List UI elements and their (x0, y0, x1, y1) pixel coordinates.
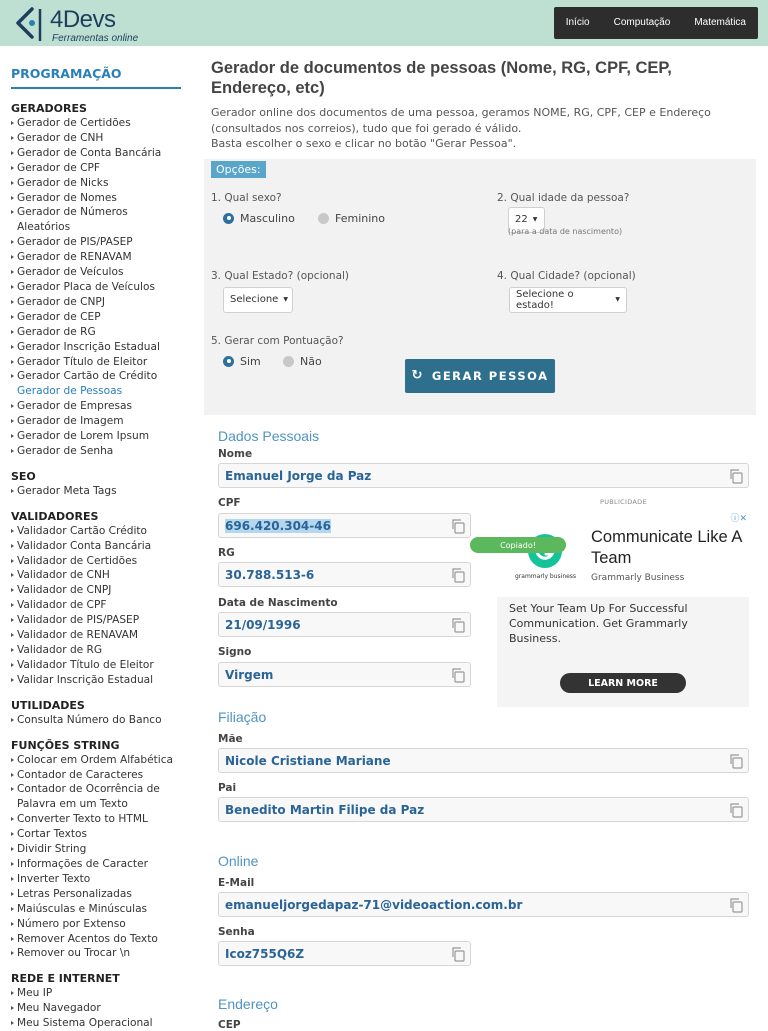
ad-label: PUBLICIDADE (600, 498, 647, 506)
radio-selected-icon (223, 213, 234, 224)
options-panel (204, 159, 756, 415)
question-state: 3. Qual Estado? (opcional) (211, 269, 350, 282)
value-cpf: 696.420.304-46 (225, 519, 331, 533)
sidebar-section-title: GERADORES (11, 102, 87, 115)
sidebar-item[interactable]: Cortar Textos (11, 827, 181, 842)
label-cpf: CPF (218, 497, 241, 509)
copy-icon[interactable] (450, 667, 466, 683)
header (0, 0, 768, 46)
ad-headline[interactable]: Communicate Like A Team (591, 528, 742, 567)
ad-brand: Grammarly Business (591, 573, 685, 583)
radio-label: Masculino (240, 211, 295, 225)
radio-label: Sim (240, 354, 261, 368)
sidebar-item[interactable]: Maiúsculas e Minúsculas (11, 902, 181, 917)
sidebar-item[interactable]: Gerador de Pessoas (17, 385, 123, 398)
sidebar-item[interactable]: Validador de PIS/PASEP (11, 613, 181, 628)
sidebar-item[interactable]: Letras Personalizadas (11, 887, 181, 902)
label-rg: RG (218, 547, 235, 559)
label-email: E-Mail (218, 877, 255, 889)
radio-feminino[interactable] (318, 212, 385, 225)
sidebar-item[interactable]: Gerador de Nicks (11, 176, 181, 191)
section-filiacao: Filiação (218, 709, 267, 725)
sidebar-item[interactable]: Converter Texto to HTML (11, 812, 181, 827)
sidebar-item[interactable]: Informações de Caracter (11, 857, 181, 872)
value-senha: Icoz755Q6Z (225, 947, 305, 961)
sidebar-item[interactable]: Gerador de RENAVAM (11, 250, 181, 265)
sidebar-item[interactable]: Colocar em Ordem Alfabética (11, 753, 181, 768)
sidebar-item[interactable]: Dividir String (11, 842, 181, 857)
value-mae: Nicole Cristiane Mariane (225, 754, 391, 768)
sidebar-item[interactable]: Gerador de CPF (11, 161, 181, 176)
caret-down-icon: ▼ (615, 296, 620, 303)
sidebar-item[interactable]: Remover ou Trocar \n (11, 946, 181, 961)
value-rg: 30.788.513-6 (225, 568, 315, 582)
field-rg[interactable] (218, 562, 471, 587)
sidebar-item[interactable]: Validador Conta Bancária (11, 539, 181, 554)
age-hint: (para a data de nascimento) (508, 226, 623, 236)
sidebar-item[interactable]: Validador Cartão Crédito (11, 524, 181, 539)
radio-label: Feminino (335, 211, 385, 225)
nav-matematica[interactable]: Matemática (694, 17, 746, 28)
sidebar-item[interactable]: Número por Extenso (11, 917, 181, 932)
sidebar-item[interactable]: Gerador Cartão de Crédito (11, 369, 181, 384)
nav-computacao[interactable]: Computação (613, 17, 671, 28)
sidebar-item[interactable]: Meu IP (11, 986, 181, 1001)
question-punctuation: 5. Gerar com Pontuação? (211, 334, 344, 347)
field-nascimento[interactable] (218, 612, 471, 637)
radio-unselected-icon (318, 213, 329, 224)
caret-down-icon: ▼ (283, 296, 288, 303)
label-cep: CEP (218, 1019, 241, 1031)
ad-brand-small: grammarly business (515, 573, 577, 580)
sidebar-item[interactable]: Gerador de Conta Bancária (11, 146, 181, 161)
field-senha[interactable] (218, 941, 471, 966)
section-endereco: Endereço (218, 996, 278, 1012)
caret-down-icon: ▼ (532, 216, 538, 223)
ad-top (497, 509, 749, 597)
sidebar-item[interactable]: Remover Acentos do Texto (11, 932, 181, 947)
sidebar-item[interactable]: Gerador de Veículos (11, 265, 181, 280)
nav-inicio[interactable]: Início (565, 17, 590, 28)
logo-subtitle: Ferramentas online (52, 33, 139, 44)
field-nome[interactable] (218, 463, 749, 488)
label-nascimento: Data de Nascimento (218, 597, 338, 609)
copied-tooltip: Copiado! (470, 537, 566, 553)
sidebar-item[interactable]: Gerador Placa de Veículos (11, 280, 181, 295)
logo-mark-icon (10, 5, 50, 43)
sidebar-item[interactable]: Contador de Caracteres (11, 768, 181, 783)
sidebar-item[interactable]: Contador de Ocorrência de Palavra em um Texto (11, 782, 181, 812)
intro-instruction: Basta escolher o sexo e clicar no botão "Gerar Pessoa". (211, 137, 517, 150)
copy-icon[interactable] (728, 897, 744, 913)
sidebar-item[interactable]: Gerador de Números Aleatórios (11, 205, 181, 235)
sidebar-item[interactable]: Gerador de CEP (11, 310, 181, 325)
sidebar-item[interactable]: Gerador de Nomes (11, 191, 181, 206)
sidebar-sections (11, 102, 181, 1031)
page-title: Gerador de documentos de pessoas (Nome, RG, CPF, CEP, Endereço, etc) (211, 59, 672, 97)
city-select-value: Selecione o estado! (516, 288, 574, 311)
sidebar-item[interactable]: Gerador de Imagem (11, 414, 181, 429)
sidebar-item[interactable]: Gerador de RG (11, 325, 181, 340)
section-dados-pessoais: Dados Pessoais (218, 428, 320, 444)
section-online: Online (218, 853, 259, 869)
value-email: emanueljorgedapaz-71@videoaction.com.br (225, 898, 523, 912)
state-select-value: Selecione (230, 294, 279, 305)
sidebar-item[interactable]: Meu Sistema Operacional (11, 1016, 181, 1031)
field-signo[interactable] (218, 662, 471, 687)
radio-nao[interactable] (283, 355, 322, 368)
sidebar-item[interactable]: Gerador de Certidões (11, 116, 181, 131)
value-nascimento: 21/09/1996 (225, 618, 301, 632)
sidebar-item[interactable]: Validar Inscrição Estadual (11, 673, 181, 688)
sidebar-item[interactable]: Gerador de PIS/PASEP (11, 235, 181, 250)
value-pai: Benedito Martin Filipe da Paz (225, 803, 425, 817)
sidebar-section-title: VALIDADORES (11, 509, 99, 523)
field-pai[interactable] (218, 797, 749, 822)
sidebar-item[interactable]: Validador de CNPJ (11, 583, 181, 598)
sidebar-item[interactable]: Gerador de Empresas (11, 399, 181, 414)
sidebar-item[interactable]: Validador de CNH (11, 568, 181, 583)
ad-body: Set Your Team Up For Successful Communication. Get Grammarly Business. (509, 602, 688, 645)
state-select[interactable] (223, 287, 293, 313)
main-content (204, 58, 756, 415)
intro-text: Gerador online dos documentos de uma pessoa, geramos NOME, RG, CPF, CEP e Endereço (consultados nos correios), tudo que foi gerado é válido. (211, 106, 711, 135)
radio-unselected-icon (283, 356, 294, 367)
sidebar-item[interactable]: Meu Navegador (11, 1001, 181, 1016)
value-nome: Emanuel Jorge da Paz (225, 469, 372, 483)
ad-learn-more-button[interactable]: LEARN MORE (560, 673, 686, 693)
copy-icon[interactable] (450, 567, 466, 583)
copy-icon[interactable] (728, 802, 744, 818)
value-signo: Virgem (225, 668, 274, 682)
sidebar-item[interactable]: Gerador Meta Tags (11, 484, 181, 499)
copy-icon[interactable] (450, 518, 466, 534)
copy-icon[interactable] (728, 468, 744, 484)
label-senha: Senha (218, 926, 255, 938)
gerar-pessoa-label: GERAR PESSOA (431, 368, 549, 383)
sidebar-item[interactable]: Gerador Inscrição Estadual (11, 340, 181, 355)
ad-info-icon[interactable]: ⓘ✕ (730, 514, 747, 524)
sidebar-section-title: UTILIDADES (11, 698, 85, 712)
sidebar-item[interactable]: Consulta Número do Banco (11, 713, 181, 728)
sidebar-section-title: SEO (11, 469, 36, 483)
sidebar-item[interactable]: Gerador de CNH (11, 131, 181, 146)
label-pai: Pai (218, 782, 237, 794)
sidebar-title[interactable]: PROGRAMAÇÃO (11, 66, 181, 89)
radio-label: Não (300, 354, 322, 368)
sidebar-item[interactable]: Gerador de Lorem Ipsum (11, 429, 181, 444)
city-select[interactable] (509, 287, 627, 313)
radio-selected-icon (223, 356, 234, 367)
question-age: 2. Qual idade da pessoa? (497, 191, 630, 204)
question-city: 4. Qual Cidade? (opcional) (497, 269, 636, 282)
sidebar-item[interactable]: Validador de Certidões (11, 554, 181, 569)
copy-icon[interactable] (728, 753, 744, 769)
field-mae[interactable] (218, 748, 749, 773)
sidebar-item[interactable]: Validador de RENAVAM (11, 628, 181, 643)
copy-icon[interactable] (450, 617, 466, 633)
radio-masculino[interactable] (223, 212, 295, 225)
field-cpf[interactable] (218, 513, 471, 538)
label-nome: Nome (218, 448, 253, 460)
sidebar-item[interactable]: Gerador de Senha (11, 444, 181, 459)
options-tab: Opções: (211, 161, 266, 178)
sidebar (11, 66, 181, 1031)
sidebar-item[interactable]: Inverter Texto (11, 872, 181, 887)
refresh-icon: ↻ (411, 368, 424, 383)
sidebar-item[interactable]: Validador de RG (11, 643, 181, 658)
gerar-pessoa-button[interactable] (405, 359, 555, 393)
top-nav (554, 7, 758, 39)
copy-icon[interactable] (450, 946, 466, 962)
label-mae: Mãe (218, 733, 243, 745)
radio-sim[interactable] (223, 355, 261, 368)
logo-name: 4Devs (50, 6, 116, 33)
sidebar-item[interactable]: Gerador de CNPJ (11, 295, 181, 310)
label-signo: Signo (218, 646, 252, 658)
sidebar-section-title: FUNÇÕES STRING (11, 738, 120, 752)
sidebar-item[interactable]: Validador Título de Eleitor (11, 658, 181, 673)
age-select-value: 22 (515, 214, 528, 225)
logo[interactable] (10, 5, 150, 43)
field-email[interactable] (218, 892, 749, 917)
sidebar-section-title: REDE E INTERNET (11, 972, 120, 986)
question-sex: 1. Qual sexo? (211, 191, 282, 204)
sidebar-item[interactable]: Gerador Título de Eleitor (11, 355, 181, 370)
sidebar-item[interactable]: Validador de CPF (11, 598, 181, 613)
